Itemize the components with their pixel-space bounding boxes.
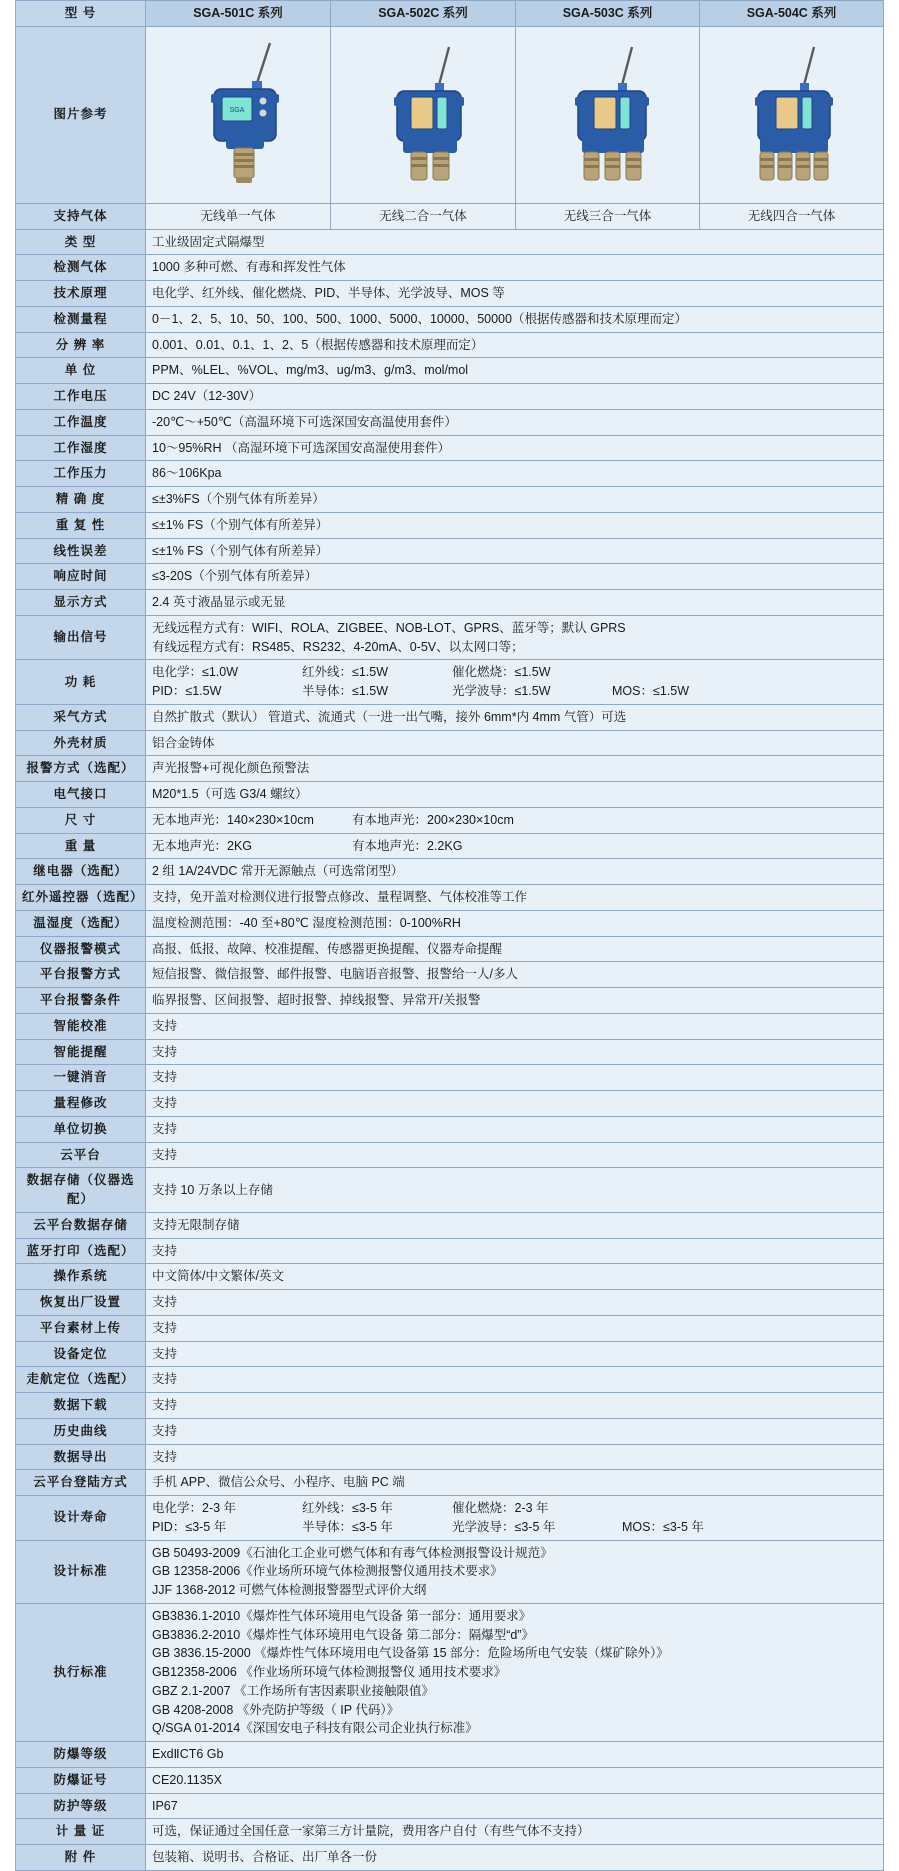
model-501c: SGA-501C 系列 (146, 1, 331, 27)
row-value: M20*1.5（可选 G3/4 螺纹） (146, 782, 884, 808)
row-value: 86～106Kpa (146, 461, 884, 487)
row-label: 走航定位（选配） (16, 1367, 146, 1393)
weight-no-alarm: 无本地声光：2KG (152, 838, 253, 853)
dimension-value (146, 807, 884, 833)
row-value: 0.001、0.01、0.1、1、2、5（根据传感器和技术原理而定） (146, 332, 884, 358)
gas-detector-icon (522, 31, 706, 199)
exec-standard-line: GB12358-2006 《作业场所环境气体检测报警仪 通用技术要求》 (152, 1665, 507, 1679)
row-label: 蓝牙打印（选配） (16, 1238, 146, 1264)
row-value: 支持，免开盖对检测仪进行报警点修改、量程调整、气体校准等工作 (146, 885, 884, 911)
supported-gas-503c: 无线三合一气体 (516, 203, 700, 229)
table-row (16, 988, 884, 1014)
table-row (16, 936, 884, 962)
table-row (16, 358, 884, 384)
life-catalytic: 催化燃烧：2-3 年 (452, 1501, 549, 1515)
table-row (16, 782, 884, 808)
row-label: 平台报警方式 (16, 962, 146, 988)
table-row (16, 1142, 884, 1168)
row-value: 1000 多种可燃、有毒和挥发性气体 (146, 255, 884, 281)
table-row (16, 1091, 884, 1117)
row-value: ≤±3%FS（个别气体有所差异） (146, 487, 884, 513)
row-value: 手机 APP、微信公众号、小程序、电脑 PC 端 (146, 1470, 884, 1496)
row-label: 智能提醒 (16, 1039, 146, 1065)
life-optical: 光学波导：≤3-5 年 (452, 1519, 556, 1534)
row-value: 支持 (146, 1238, 884, 1264)
gas-detector-icon (337, 31, 522, 199)
row-value: -20℃～+50℃（高温环境下可选深国安高温使用套件） (146, 409, 884, 435)
row-label: 云平台数据存储 (16, 1212, 146, 1238)
row-label: 附 件 (16, 1845, 146, 1871)
power-optical: 光学波导：≤1.5W (452, 684, 551, 698)
row-value: 支持 (146, 1039, 884, 1065)
design-standard-line: GB 50493-2009《石油化工企业可燃气体和有毒气体检测报警设计规范》 (152, 1545, 553, 1560)
row-value: 支持 (146, 1418, 884, 1444)
table-row (16, 487, 884, 513)
row-value: 中文简体/中文繁体/英文 (146, 1264, 884, 1290)
row-label: 工作压力 (16, 461, 146, 487)
table-row (16, 590, 884, 616)
row-value: ExdⅡCT6 Gb (146, 1742, 884, 1768)
exec-standard-label: 执行标准 (16, 1603, 146, 1741)
table-row (16, 1767, 884, 1793)
row-label: 工作温度 (16, 409, 146, 435)
row-value: 温度检测范围：-40 至+80℃ 湿度检测范围：0-100%RH (146, 910, 884, 936)
life-ir: 红外线：≤3-5 年 (302, 1501, 393, 1515)
power-ir: 红外线：≤1.5W (302, 665, 389, 680)
row-value: 支持 (146, 1367, 884, 1393)
device-image-503c (516, 26, 700, 203)
table-row (16, 730, 884, 756)
table-row (16, 564, 884, 590)
table-row (16, 704, 884, 730)
row-label: 精 确 度 (16, 487, 146, 513)
output-signal-value (146, 615, 884, 660)
table-row-dimension (16, 807, 884, 833)
row-label: 电气接口 (16, 782, 146, 808)
row-label: 历史曲线 (16, 1418, 146, 1444)
model-504c: SGA-504C 系列 (700, 1, 884, 27)
model-502c: SGA-502C 系列 (331, 1, 516, 27)
table-row-power (16, 660, 884, 705)
table-row (16, 306, 884, 332)
row-value: ≤±1% FS（个别气体有所差异） (146, 538, 884, 564)
power-mos: MOS：≤1.5W (612, 684, 690, 698)
row-value: 2.4 英寸液晶显示或无显 (146, 590, 884, 616)
table-row (16, 1315, 884, 1341)
exec-standard-line: GB 4208-2008 《外壳防护等级（ IP 代码）》 (152, 1702, 400, 1717)
table-row (16, 409, 884, 435)
row-value: 可选，保证通过全国任意一家第三方计量院，费用客户自付（有些气体不支持） (146, 1819, 884, 1845)
exec-standard-line: GB3836.2-2010《爆炸性气体环境用电气设备 第二部分：隔爆型“d”》 (152, 1627, 535, 1642)
table-row (16, 756, 884, 782)
row-value: ≤±1% FS（个别气体有所差异） (146, 512, 884, 538)
exec-standard-line: Q/SGA 01-2014《深国安电子科技有限公司企业执行标准》 (152, 1721, 478, 1736)
row-label: 红外遥控器（选配） (16, 885, 146, 911)
design-standard-line: GB 12358-2006《作业场所环境气体检测报警仪通用技术要求》 (152, 1564, 503, 1579)
row-label: 工作湿度 (16, 435, 146, 461)
design-standard-line: JJF 1368-2012 可燃气体检测报警器型式评价大纲 (152, 1583, 427, 1597)
row-value: 自然扩散式（默认） 管道式、流通式（一进一出气嘴，接外 6mm*内 4mm 气管）可选 (146, 704, 884, 730)
row-value: 支持 (146, 1091, 884, 1117)
supported-gas-502c: 无线二合一气体 (331, 203, 516, 229)
model-503c: SGA-503C 系列 (516, 1, 700, 27)
table-row (16, 1418, 884, 1444)
table-row (16, 1264, 884, 1290)
row-value: 支持无限制存储 (146, 1212, 884, 1238)
row-value: 工业级固定式隔爆型 (146, 229, 884, 255)
table-row-images (16, 26, 884, 203)
design-life-label: 设计寿命 (16, 1496, 146, 1541)
weight-value (146, 833, 884, 859)
table-row-supported-gas (16, 203, 884, 229)
row-value: 2 组 1A/24VDC 常开无源触点（可选常闭型） (146, 859, 884, 885)
life-pid: PID：≤3-5 年 (152, 1519, 227, 1534)
row-label: 设备定位 (16, 1341, 146, 1367)
dimension-label: 尺 寸 (16, 807, 146, 833)
table-row (16, 1819, 884, 1845)
table-row-weight (16, 833, 884, 859)
power-echem: 电化学：≤1.0W (152, 665, 239, 680)
row-label: 技术原理 (16, 281, 146, 307)
row-label: 云平台 (16, 1142, 146, 1168)
row-value: 支持 (146, 1065, 884, 1091)
table-row (16, 1793, 884, 1819)
row-label: 分 辨 率 (16, 332, 146, 358)
row-label: 检测量程 (16, 306, 146, 332)
row-label: 继电器（选配） (16, 859, 146, 885)
table-row (16, 332, 884, 358)
table-row-exec-standard (16, 1603, 884, 1741)
power-semiconductor: 半导体：≤1.5W (302, 684, 389, 698)
exec-standard-value (146, 1603, 884, 1741)
row-value: 铝合金铸体 (146, 730, 884, 756)
design-standard-value (146, 1540, 884, 1603)
dimension-no-alarm: 无本地声光：140×230×10cm (152, 812, 314, 827)
row-value: ≤3-20S（个别气体有所差异） (146, 564, 884, 590)
supported-gas-label: 支持气体 (16, 203, 146, 229)
table-row (16, 1341, 884, 1367)
row-value: 电化学、红外线、催化燃烧、PID、半导体、光学波导、MOS 等 (146, 281, 884, 307)
row-label: 单 位 (16, 358, 146, 384)
table-row (16, 255, 884, 281)
gas-detector-icon (152, 31, 337, 199)
row-value: 临界报警、区间报警、超时报警、掉线报警、异常开/关报警 (146, 988, 884, 1014)
supported-gas-504c: 无线四合一气体 (700, 203, 884, 229)
table-row (16, 885, 884, 911)
table-row-header (16, 1, 884, 27)
table-row (16, 281, 884, 307)
life-mos: MOS：≤3-5 年 (622, 1519, 704, 1534)
row-value: 支持 (146, 1393, 884, 1419)
row-label: 防爆证号 (16, 1767, 146, 1793)
row-label: 防爆等级 (16, 1742, 146, 1768)
row-value: 高报、低报、故障、校准提醒、传感器更换提醒、仪器寿命提醒 (146, 936, 884, 962)
row-value: 支持 10 万条以上存储 (146, 1168, 884, 1213)
row-label: 量程修改 (16, 1091, 146, 1117)
row-value: 10～95%RH （高湿环境下可选深国安高湿使用套件） (146, 435, 884, 461)
row-label: 响应时间 (16, 564, 146, 590)
life-semiconductor: 半导体：≤3-5 年 (302, 1519, 393, 1534)
table-row-design-life (16, 1496, 884, 1541)
table-row (16, 1065, 884, 1091)
table-row (16, 384, 884, 410)
row-label: 一键消音 (16, 1065, 146, 1091)
power-label: 功 耗 (16, 660, 146, 705)
image-reference-label: 图片参考 (16, 26, 146, 203)
design-life-value (146, 1496, 884, 1541)
row-label: 线性误差 (16, 538, 146, 564)
row-label: 平台报警条件 (16, 988, 146, 1014)
row-value: 支持 (146, 1142, 884, 1168)
output-signal-label: 输出信号 (16, 615, 146, 660)
table-row (16, 1742, 884, 1768)
table-row (16, 1845, 884, 1871)
table-row (16, 1444, 884, 1470)
dimension-with-alarm: 有本地声光：200×230×10cm (352, 812, 514, 827)
table-row (16, 461, 884, 487)
table-row (16, 1238, 884, 1264)
device-image-502c (331, 26, 516, 203)
table-row-output-signal (16, 615, 884, 660)
header-model-label: 型 号 (16, 1, 146, 27)
table-row (16, 1013, 884, 1039)
row-value: 声光报警+可视化颜色预警法 (146, 756, 884, 782)
row-label: 重 复 性 (16, 512, 146, 538)
table-row (16, 1470, 884, 1496)
row-label: 操作系统 (16, 1264, 146, 1290)
device-image-501c (146, 26, 331, 203)
device-image-504c (700, 26, 884, 203)
table-row (16, 859, 884, 885)
row-label: 智能校准 (16, 1013, 146, 1039)
row-label: 工作电压 (16, 384, 146, 410)
row-label: 检测气体 (16, 255, 146, 281)
row-label: 计 量 证 (16, 1819, 146, 1845)
table-row (16, 435, 884, 461)
row-value: 支持 (146, 1013, 884, 1039)
row-label: 防护等级 (16, 1793, 146, 1819)
weight-label: 重 量 (16, 833, 146, 859)
row-value: CE20.1135X (146, 1767, 884, 1793)
specification-table (15, 0, 884, 1871)
row-label: 恢复出厂设置 (16, 1290, 146, 1316)
gas-detector-icon (706, 31, 890, 199)
table-row (16, 1393, 884, 1419)
power-value (146, 660, 884, 705)
weight-with-alarm: 有本地声光：2.2KG (352, 838, 463, 853)
row-label: 显示方式 (16, 590, 146, 616)
row-value: PPM、%LEL、%VOL、mg/m3、ug/m3、g/m3、mol/mol (146, 358, 884, 384)
row-value: 支持 (146, 1290, 884, 1316)
exec-standard-line: GBZ 2.1-2007 《工作场所有害因素职业接触限值》 (152, 1683, 434, 1698)
row-label: 单位切换 (16, 1116, 146, 1142)
row-label: 仪器报警模式 (16, 936, 146, 962)
row-label: 外壳材质 (16, 730, 146, 756)
row-value: 0－1、2、5、10、50、100、500、1000、5000、10000、50000（根据传感器和技术原理而定） (146, 306, 884, 332)
row-label: 数据下载 (16, 1393, 146, 1419)
row-label: 云平台登陆方式 (16, 1470, 146, 1496)
output-wireless-line: 无线远程方式有：WIFI、ROLA、ZIGBEE、NOB-LOT、GPRS、蓝牙等；默认 GPRS (152, 620, 626, 635)
row-value: 支持 (146, 1444, 884, 1470)
row-label: 采气方式 (16, 704, 146, 730)
table-row-design-standard (16, 1540, 884, 1603)
row-value: 短信报警、微信报警、邮件报警、电脑语音报警、报警给一人/多人 (146, 962, 884, 988)
design-standard-label: 设计标准 (16, 1540, 146, 1603)
table-row (16, 512, 884, 538)
row-label: 数据导出 (16, 1444, 146, 1470)
output-wired-line: 有线远程方式有：RS485、RS232、4-20mA、0-5V、以太网口等； (152, 639, 524, 654)
row-value: IP67 (146, 1793, 884, 1819)
row-value: 支持 (146, 1315, 884, 1341)
life-echem: 电化学：2-3 年 (152, 1501, 237, 1515)
row-value: 支持 (146, 1341, 884, 1367)
row-label: 数据存储（仪器选配） (16, 1168, 146, 1213)
table-row (16, 1212, 884, 1238)
row-value: 包装箱、说明书、合格证、出厂单各一份 (146, 1845, 884, 1871)
table-row (16, 1116, 884, 1142)
table-row (16, 1367, 884, 1393)
supported-gas-501c: 无线单一气体 (146, 203, 331, 229)
exec-standard-line: GB 3836.15-2000 《爆炸性气体环境用电气设备第 15 部分：危险场所电气安装（煤矿除外）》 (152, 1646, 669, 1661)
table-row (16, 1039, 884, 1065)
power-pid: PID：≤1.5W (152, 684, 222, 698)
row-value: 支持 (146, 1116, 884, 1142)
table-row (16, 1290, 884, 1316)
row-label: 类 型 (16, 229, 146, 255)
table-row (16, 910, 884, 936)
row-label: 报警方式（选配） (16, 756, 146, 782)
power-catalytic: 催化燃烧：≤1.5W (452, 665, 551, 680)
table-row (16, 962, 884, 988)
row-value: DC 24V（12-30V） (146, 384, 884, 410)
exec-standard-line: GB3836.1-2010《爆炸性气体环境用电气设备 第一部分：通用要求》 (152, 1608, 532, 1623)
table-row (16, 538, 884, 564)
svg-text:SGA: SGA (229, 106, 245, 114)
row-label: 平台素材上传 (16, 1315, 146, 1341)
row-label: 温湿度（选配） (16, 910, 146, 936)
table-row (16, 229, 884, 255)
table-row (16, 1168, 884, 1213)
